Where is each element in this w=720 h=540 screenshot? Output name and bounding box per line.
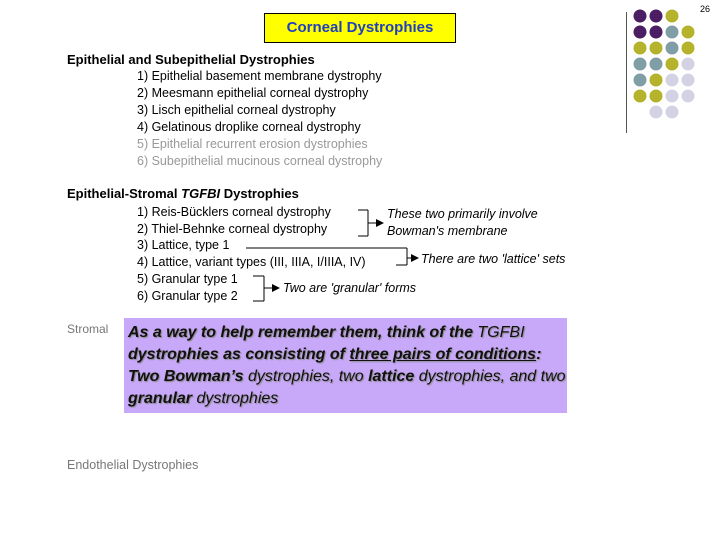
list-item: 6) Subepithelial mucinous corneal dystrophy bbox=[137, 154, 383, 168]
list-item: 5) Granular type 1 bbox=[137, 272, 238, 286]
page-title: Corneal Dystrophies bbox=[286, 19, 434, 36]
list-item: 4) Lattice, variant types (III, IIIA, I/IIIA, IV) bbox=[137, 255, 366, 269]
note-lattice: There are two 'lattice' sets bbox=[421, 252, 566, 266]
list-item: 5) Epithelial recurrent erosion dystrophies bbox=[137, 137, 368, 151]
list-item: 6) Granular type 2 bbox=[137, 289, 238, 303]
list-item: 3) Lattice, type 1 bbox=[137, 238, 230, 252]
section-heading-tgfbi: Epithelial-Stromal TGFBI Dystrophies bbox=[67, 186, 299, 201]
callout-text: As a way to help remember them, think of the TGFBI dystrophies as consisting of three pairs of conditions: Two Bowman’s dystrophies, two lattice dystrophies, and two granular dystrophies bbox=[128, 324, 566, 407]
section-heading-endothelial: Endothelial Dystrophies bbox=[67, 458, 199, 472]
list-item: 1) Epithelial basement membrane dystrophy bbox=[137, 69, 382, 83]
page-number: 26 bbox=[700, 4, 711, 14]
section-heading-stromal: Stromal bbox=[67, 322, 109, 336]
note-bowman-line2: Bowman's membrane bbox=[387, 224, 508, 238]
list-item: 2) Meesmann epithelial corneal dystrophy bbox=[137, 86, 369, 100]
note-bowman-line1: These two primarily involve bbox=[387, 207, 538, 221]
list-item: 2) Thiel-Behnke corneal dystrophy bbox=[137, 222, 328, 236]
list-item: 4) Gelatinous droplike corneal dystrophy bbox=[137, 120, 361, 134]
callout-box bbox=[124, 318, 567, 413]
list-item: 3) Lisch epithelial corneal dystrophy bbox=[137, 103, 336, 117]
list-item: 1) Reis-Bücklers corneal dystrophy bbox=[137, 205, 331, 219]
section-heading-epithelial: Epithelial and Subepithelial Dystrophies bbox=[67, 52, 315, 67]
note-granular: Two are 'granular' forms bbox=[283, 281, 417, 295]
